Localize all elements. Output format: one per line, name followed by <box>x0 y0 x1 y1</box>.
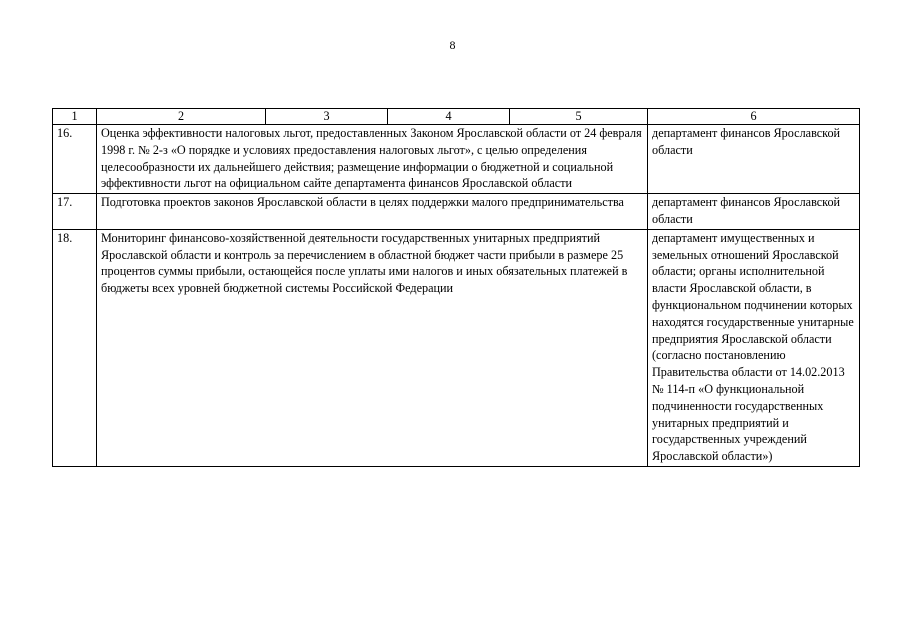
row-measure: Подготовка проектов законов Ярославской области в целях поддержки малого предпринимательства <box>97 194 648 230</box>
table-row <box>53 125 860 194</box>
table-row <box>53 229 860 466</box>
header-col-3: 3 <box>266 109 388 125</box>
header-col-5: 5 <box>510 109 648 125</box>
row-number: 17. <box>53 194 97 230</box>
row-number: 16. <box>53 125 97 194</box>
table-row <box>53 194 860 230</box>
row-measure: Мониторинг финансово-хозяйственной деятельности государственных унитарных предприятий Ярославской области и контроль за перечислением в областной бюджет части прибыли в размере 25 процентов суммы прибыли, остающейся после уплаты ими налогов и иных обязательных платежей в бюджеты всех уровней бюджетной системы Российской Федерации <box>97 229 648 466</box>
page-number: 8 <box>449 38 456 52</box>
row-number: 18. <box>53 229 97 466</box>
header-row <box>53 109 860 125</box>
row-responsible: департамент имущественных и земельных отношений Ярославской области; органы исполнительной власти Ярославской области, в функциональном подчинении которых находятся государственные унитарные предприятия Ярославской области (согласно постановлению Правительства области от 14.02.2013 № 114-п «О функциональной подчиненности государственных унитарных предприятий и государственных учреждений Ярославской области») <box>648 229 860 466</box>
plan-table <box>52 108 860 467</box>
header-col-2: 2 <box>97 109 266 125</box>
table-body <box>53 125 860 467</box>
row-measure: Оценка эффективности налоговых льгот, предоставленных Законом Ярославской области от 24 февраля 1998 г. № 2-з «О порядке и условиях предоставления налоговых льгот», с целью определения целесообразности их дальнейшего действия; размещение информации о бюджетной и социальной эффективности льгот на официальном сайте департамента финансов Ярославской области <box>97 125 648 194</box>
row-responsible: департамент финансов Ярославской области <box>648 125 860 194</box>
row-responsible: департамент финансов Ярославской области <box>648 194 860 230</box>
header-col-1: 1 <box>53 109 97 125</box>
table-header <box>53 109 860 125</box>
header-col-4: 4 <box>388 109 510 125</box>
header-col-6: 6 <box>648 109 860 125</box>
